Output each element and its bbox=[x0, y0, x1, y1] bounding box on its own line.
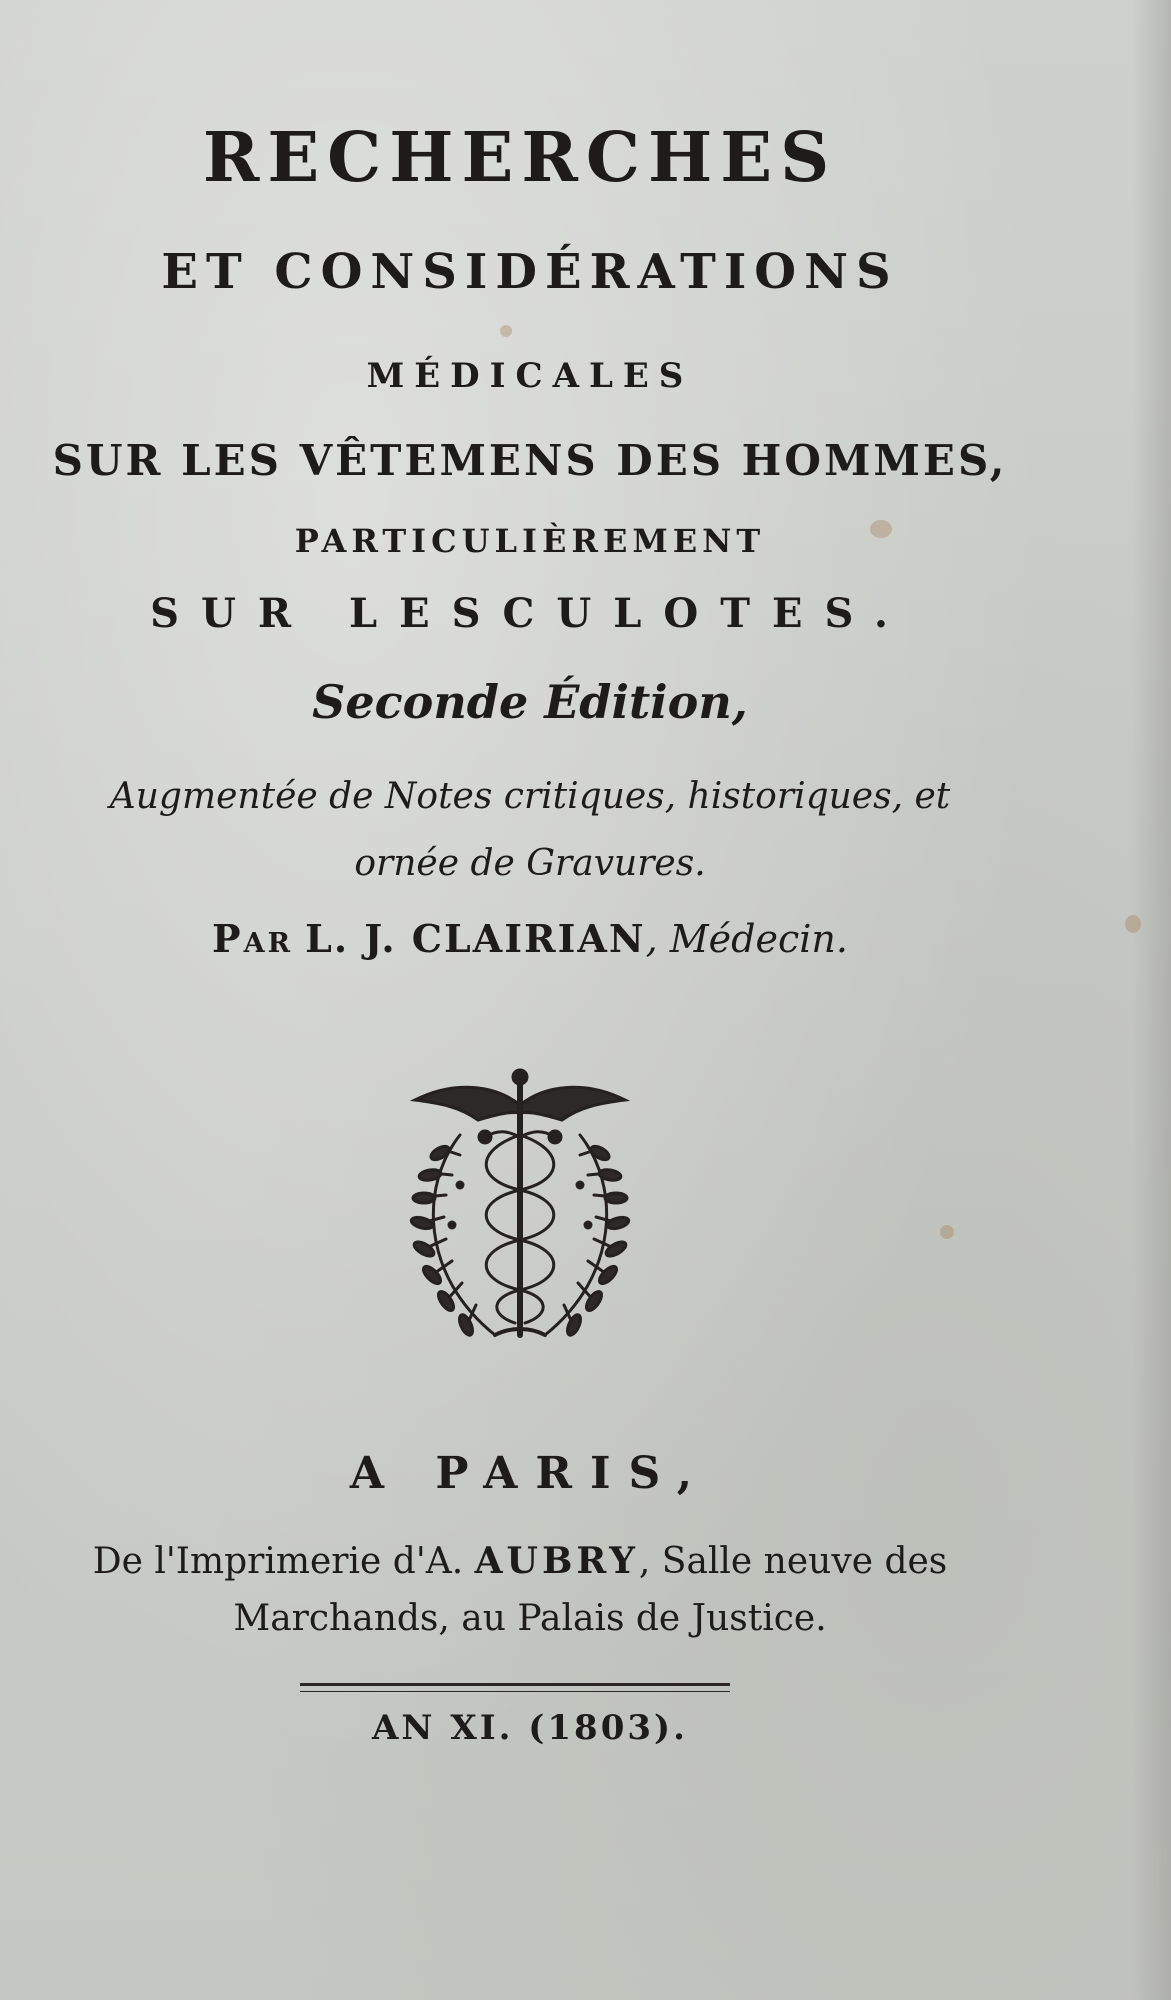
title-line-1: RECHERCHES bbox=[202, 118, 838, 198]
caduceus-wreath-icon bbox=[400, 1065, 640, 1355]
imprint-city: A PARIS, bbox=[349, 1448, 711, 1499]
imprint-printer-line bbox=[20, 1540, 1020, 1582]
edition-line: Seconde Édition, bbox=[312, 675, 748, 729]
author-name: L. J. CLAIRIAN bbox=[305, 916, 646, 961]
printer-name: AUBRY bbox=[474, 1540, 639, 1582]
title-line-6: SUR LESCULOTES. bbox=[150, 590, 910, 637]
page-edge-shadow bbox=[1131, 0, 1171, 2000]
double-rule-bottom bbox=[300, 1691, 730, 1692]
printer-suffix: , Salle neuve des bbox=[638, 1541, 948, 1582]
foxing-stain bbox=[500, 325, 512, 337]
printer-prefix: De l'Imprimerie d'A. bbox=[92, 1541, 464, 1582]
augmented-line-2: ornée de Gravures. bbox=[354, 843, 706, 884]
author-line bbox=[30, 916, 1030, 961]
augmented-line-1: Augmentée de Notes critiques, historiques, et bbox=[109, 776, 951, 817]
title-line-5: PARTICULIÈREMENT bbox=[294, 522, 766, 560]
imprint-date: AN XI. (1803). bbox=[372, 1708, 688, 1748]
author-prefix: Par bbox=[212, 916, 294, 961]
title-line-2: ET CONSIDÉRATIONS bbox=[161, 244, 899, 300]
foxing-stain bbox=[1125, 915, 1141, 933]
imprint-address: Marchands, au Palais de Justice. bbox=[233, 1598, 827, 1639]
title-line-4: SUR LES VÊTEMENS DES HOMMES, bbox=[52, 436, 1008, 485]
author-role: , Médecin. bbox=[645, 917, 848, 961]
double-rule-top bbox=[300, 1683, 730, 1686]
title-line-3: MÉDICALES bbox=[366, 356, 694, 396]
foxing-stain bbox=[940, 1225, 954, 1239]
